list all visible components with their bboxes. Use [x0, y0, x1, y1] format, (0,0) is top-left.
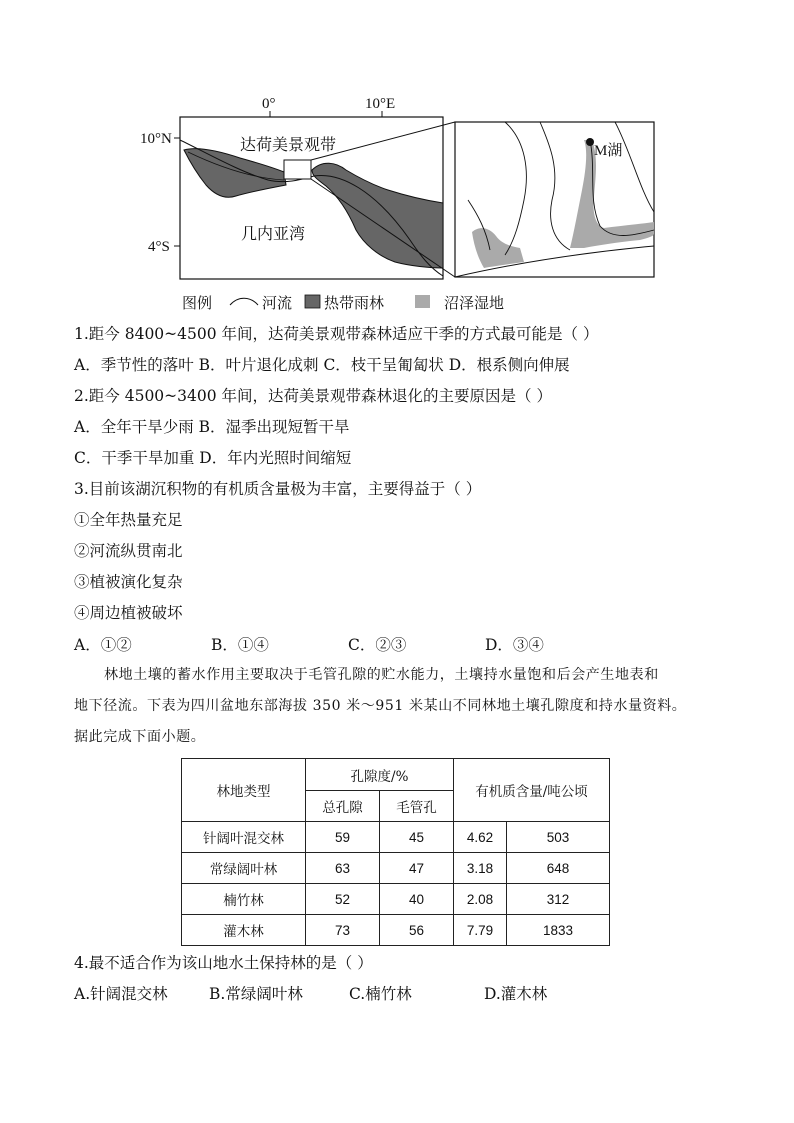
cell-organic: 3.18 [454, 853, 507, 884]
table-header-row [182, 759, 610, 791]
legend-rainforest-label: 热带雨林 [324, 296, 385, 312]
legend-wetland-label: 沼泽湿地 [444, 296, 505, 312]
region-label: 达荷美景观带 [240, 137, 337, 154]
lake-marker [586, 138, 594, 146]
cell-organic: 2.08 [454, 884, 507, 915]
legend-wetland-swatch [415, 295, 430, 308]
q2-options-line2: C．干季干旱加重 D．年内光照时间缩短 [74, 449, 352, 467]
cell-water: 312 [507, 884, 610, 915]
q3-choice-c: C．②③ [348, 636, 407, 654]
lon-label-10e: 10°E [365, 96, 396, 112]
cell-water: 503 [507, 822, 610, 853]
q3-item-3: ③植被演化复杂 [74, 573, 183, 591]
table-row [182, 822, 610, 853]
cell-capillary: 56 [380, 915, 454, 946]
q4-choice-a: A.针阔混交林 [74, 985, 168, 1003]
q3-item-1: ①全年热量充足 [74, 511, 183, 529]
cell-type: 灌木林 [182, 915, 306, 946]
cell-capillary: 45 [380, 822, 454, 853]
q3-stem: 3.目前该湖沉积物的有机质含量极为丰富，主要得益于（ ） [74, 480, 482, 498]
lake-label: M湖 [594, 143, 623, 159]
q1-options: A．季节性的落叶 B．叶片退化成刺 C．枝干呈匍匐状 D．根系侧向伸展 [74, 356, 570, 374]
q3-item-2: ②河流纵贯南北 [74, 542, 183, 560]
legend-rainforest-swatch [305, 295, 320, 308]
q3-choices [74, 633, 544, 655]
q3-choice-a: A．①② [74, 636, 132, 654]
q2-options-line1: A．全年干旱少雨 B．湿季出现短暂干旱 [74, 418, 350, 436]
cell-total: 59 [306, 822, 380, 853]
cell-type: 楠竹林 [182, 884, 306, 915]
cell-capillary: 47 [380, 853, 454, 884]
cell-water: 1833 [507, 915, 610, 946]
header-porosity: 孔隙度/% [306, 759, 454, 791]
header-total-porosity: 总孔隙 [306, 791, 380, 822]
legend-river-label: 河流 [262, 296, 293, 312]
passage-line-2: 地下径流。下表为四川盆地东部海拔 350 米～951 米某山不同林地土壤孔隙度和持水量资料。 [74, 698, 687, 714]
q4-stem: 4.最不适合作为该山地水土保持林的是（ ） [74, 954, 373, 972]
bay-label: 几内亚湾 [241, 226, 306, 243]
table-row [182, 853, 610, 884]
cell-total: 73 [306, 915, 380, 946]
cell-organic: 4.62 [454, 822, 507, 853]
q2-stem: 2.距今 4500~3400 年间，达荷美景观带森林退化的主要原因是（ ） [74, 387, 552, 405]
inset-box [284, 160, 311, 179]
q4-choice-d: D.灌木林 [484, 985, 548, 1003]
q4-choices [74, 982, 547, 1004]
lon-label-0: 0° [262, 96, 276, 112]
passage [74, 660, 734, 753]
q4-choice-c: C.楠竹林 [349, 985, 412, 1003]
cell-type: 常绿阔叶林 [182, 853, 306, 884]
header-organic: 有机质含量/吨公顷 [454, 759, 610, 822]
table-row [182, 915, 610, 946]
lat-label-4s: 4°S [148, 239, 170, 255]
map-figure [0, 0, 794, 320]
cell-water: 648 [507, 853, 610, 884]
header-forest-type: 林地类型 [182, 759, 306, 822]
cell-capillary: 40 [380, 884, 454, 915]
passage-line-3: 据此完成下面小题。 [74, 729, 206, 745]
cell-total: 52 [306, 884, 380, 915]
q3-choice-d: D．③④ [485, 636, 544, 654]
legend-river-icon [230, 298, 258, 305]
cell-type: 针阔叶混交林 [182, 822, 306, 853]
cell-organic: 7.79 [454, 915, 507, 946]
lat-label-10n: 10°N [140, 131, 172, 147]
legend-title: 图例 [182, 296, 213, 312]
q3-choice-b: B．①④ [211, 636, 269, 654]
passage-line-1: 林地土壤的蓄水作用主要取决于毛管孔隙的贮水能力，土壤持水量饱和后会产生地表和 [104, 667, 659, 683]
cell-total: 63 [306, 853, 380, 884]
table-row [182, 884, 610, 915]
soil-data-table [181, 758, 610, 946]
q3-item-4: ④周边植被破坏 [74, 604, 183, 622]
q4-choice-b: B.常绿阔叶林 [209, 985, 303, 1003]
q1-stem: 1.距今 8400~4500 年间，达荷美景观带森林适应干季的方式最可能是（ ） [74, 325, 599, 343]
header-capillary: 毛管孔 [380, 791, 454, 822]
